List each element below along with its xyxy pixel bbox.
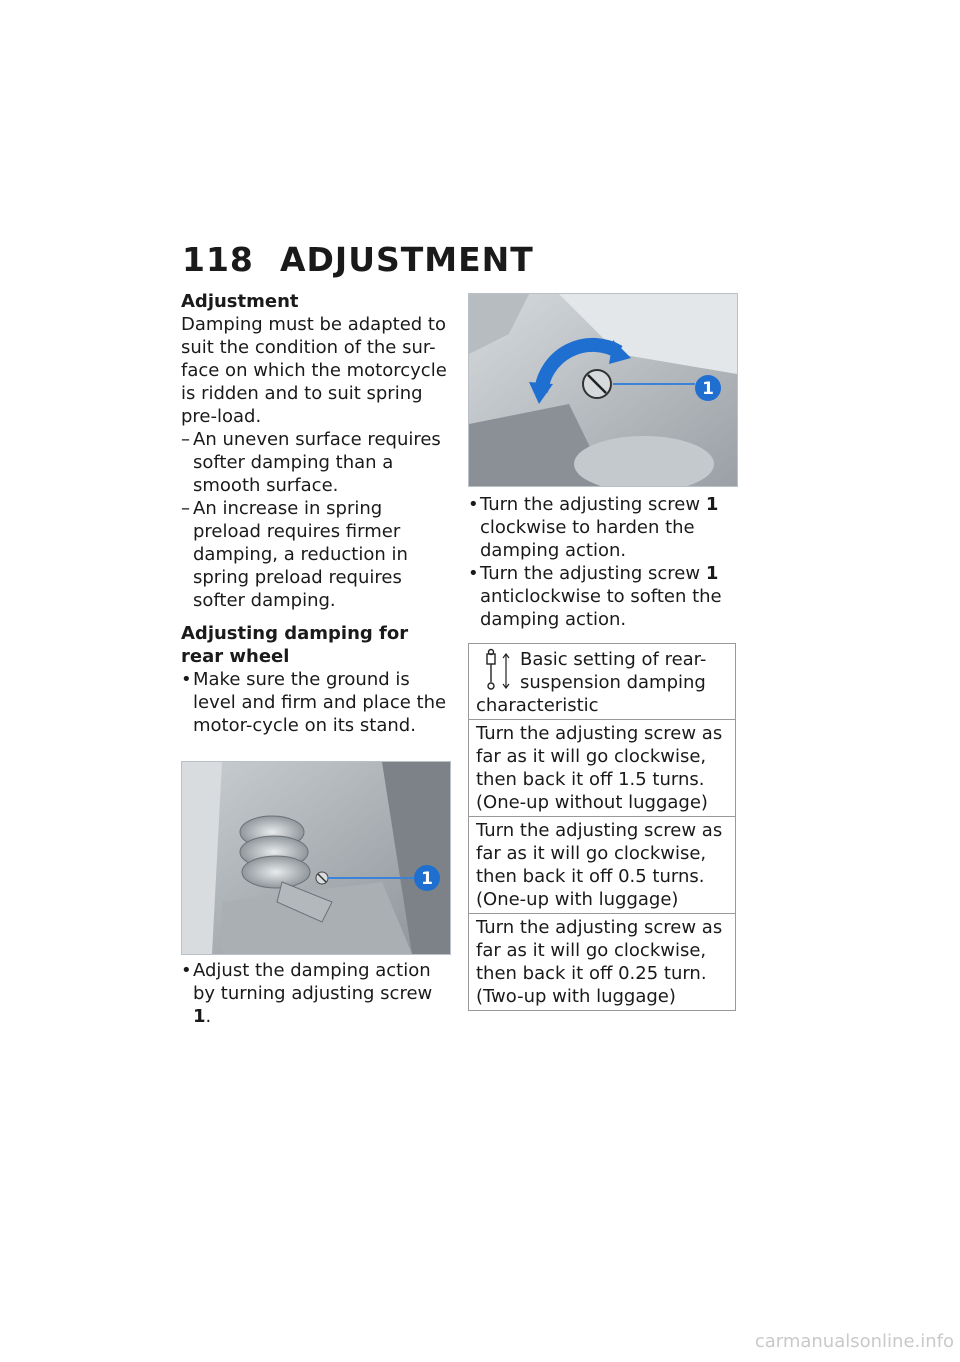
shock-illustration xyxy=(182,762,450,954)
bullet-level-ground: • Make sure the ground is level and firm and place the motor-cycle on its stand. xyxy=(181,668,453,737)
photo-adjusting-screw xyxy=(468,293,738,487)
watermark-url[interactable]: carmanualsonline.info xyxy=(754,1331,954,1352)
table-row: Turn the adjusting screw as far as it will go clockwise, then back it off 0.5 turns. (One-up with luggage) xyxy=(469,817,736,914)
callout-label: 1 xyxy=(421,869,433,889)
suspension-spec-icon xyxy=(476,648,516,694)
dash-item-1: – An uneven surface requires softer damping than a smooth surface. xyxy=(181,428,453,497)
bullet-clockwise: • Turn the adjusting screw 1 clockwise to harden the damping action. xyxy=(468,493,738,562)
section-heading: Adjustment xyxy=(181,291,299,312)
subsection-heading: Adjusting damping for rear wheel xyxy=(181,623,409,667)
table-row: Turn the adjusting screw as far as it will go clockwise, then back it off 1.5 turns. (One-up without luggage) xyxy=(469,720,736,817)
photo-rear-shock-adjuster xyxy=(181,761,451,955)
page-number: 118 xyxy=(182,240,254,279)
table-row: Turn the adjusting screw as far as it will go clockwise, then back it off 0.25 turn. (Two-up with luggage) xyxy=(469,914,736,1011)
dash-item-2: – An increase in spring preload requires firmer damping, a reduction in spring preload requires softer damping. xyxy=(181,497,453,612)
bullet-adjust-damping: • Adjust the damping action by turning adjusting screw 1. xyxy=(181,959,453,1028)
page-title: ADJUSTMENT xyxy=(280,240,534,279)
page-header xyxy=(182,240,534,279)
screw-illustration xyxy=(469,294,737,486)
callout-label: 1 xyxy=(702,379,714,399)
right-column xyxy=(468,293,738,1011)
left-column xyxy=(181,290,453,1028)
damping-settings-table xyxy=(468,643,736,1011)
table-header-text: Basic setting of rear-suspension damping characteristic xyxy=(476,649,707,716)
bullet-anticlockwise: • Turn the adjusting screw 1 anticlockwise to soften the damping action. xyxy=(468,562,738,631)
table-header-cell xyxy=(469,644,736,720)
intro-paragraph: Damping must be adapted to suit the condition of the sur-face on which the motorcycle is ridden and to suit spring pre-load. xyxy=(181,314,447,427)
